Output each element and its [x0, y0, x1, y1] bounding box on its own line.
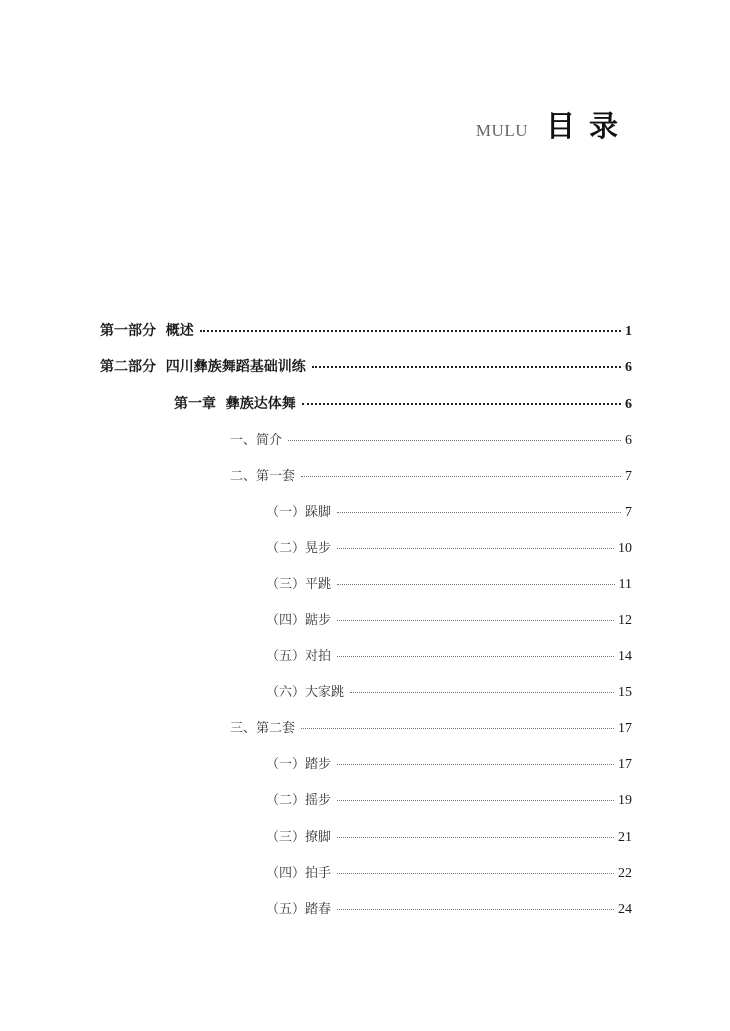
heading-latin: MULU — [475, 121, 528, 140]
toc-entry-label: 三、第二套 — [230, 721, 296, 736]
toc-entry-label: （四）踮步 — [266, 613, 332, 628]
dot-leader — [337, 656, 614, 657]
toc-entry-label: 第一部分 概述 — [100, 323, 194, 339]
toc-entry-label: （一）跺脚 — [266, 505, 332, 520]
toc-entry-page: 7 — [625, 469, 632, 484]
toc-entry[interactable] — [230, 465, 632, 487]
toc-entry-label: 第一章 彝族达体舞 — [174, 396, 296, 412]
toc-entry[interactable] — [266, 789, 632, 811]
toc-entry-page: 17 — [618, 721, 632, 736]
dot-leader — [337, 548, 614, 549]
toc-entry[interactable] — [266, 645, 632, 667]
toc-entry-page: 17 — [618, 757, 632, 772]
toc-entry-label: （五）踏春 — [266, 902, 332, 917]
toc-entry[interactable] — [266, 753, 632, 775]
dot-leader — [337, 512, 621, 513]
toc-entry-page: 10 — [618, 541, 632, 556]
toc-entry-page: 22 — [618, 866, 632, 881]
dot-leader — [337, 764, 614, 765]
toc-entry-label: （四）拍手 — [266, 866, 332, 881]
toc-entry[interactable] — [266, 681, 632, 703]
toc-entry-page: 11 — [618, 577, 632, 592]
toc-entry-page: 1 — [625, 324, 632, 339]
toc-entry[interactable] — [174, 393, 632, 415]
heading-title: 目录 — [545, 109, 632, 143]
dot-leader — [337, 873, 614, 874]
toc-entry[interactable] — [266, 573, 632, 595]
toc-entry-page: 7 — [625, 505, 632, 520]
toc-entry[interactable] — [266, 898, 632, 920]
toc-entry-page: 6 — [625, 433, 632, 448]
toc-entry-label: （五）对拍 — [266, 649, 332, 664]
toc-entry-label: 第二部分 四川彝族舞蹈基础训练 — [100, 359, 306, 375]
toc-entry-label: （三）撩脚 — [266, 830, 332, 845]
dot-leader — [350, 692, 614, 693]
dot-leader — [337, 620, 614, 621]
toc-entry[interactable] — [266, 862, 632, 884]
toc-entry-page: 15 — [618, 685, 632, 700]
dot-leader — [337, 800, 614, 801]
toc-entry-label: 一、简介 — [230, 433, 283, 448]
toc-entry-page: 19 — [618, 793, 632, 808]
toc-entry-page: 21 — [618, 830, 632, 845]
dot-leader — [337, 837, 614, 838]
dot-leader — [200, 330, 621, 332]
dot-leader — [312, 366, 621, 368]
toc-entry-label: （三）平跳 — [266, 577, 332, 592]
toc-entry[interactable] — [266, 609, 632, 631]
toc-entry[interactable] — [266, 826, 632, 848]
toc-entry-page: 12 — [618, 613, 632, 628]
toc-entry[interactable] — [230, 717, 632, 739]
toc-entry[interactable] — [230, 429, 632, 451]
toc-entry-label: 二、第一套 — [230, 469, 296, 484]
toc-entry-label: （六）大家跳 — [266, 685, 345, 700]
toc-entry-page: 24 — [618, 902, 632, 917]
toc-entry-label: （二）晃步 — [266, 541, 332, 556]
toc-entry[interactable] — [100, 320, 632, 342]
toc-entry-page: 6 — [625, 360, 632, 375]
dot-leader — [337, 584, 615, 585]
toc-entry[interactable] — [100, 356, 632, 378]
dot-leader — [302, 403, 621, 405]
toc-entry-label: （一）踏步 — [266, 757, 332, 772]
dot-leader — [301, 728, 614, 729]
toc-entry[interactable] — [266, 537, 632, 559]
toc-entry-label: （二）摇步 — [266, 793, 332, 808]
toc-entry-page: 14 — [618, 649, 632, 664]
dot-leader — [288, 440, 621, 441]
dot-leader — [337, 909, 614, 910]
toc-entry-page: 6 — [625, 397, 632, 412]
toc-entry[interactable] — [266, 501, 632, 523]
dot-leader — [301, 476, 621, 477]
